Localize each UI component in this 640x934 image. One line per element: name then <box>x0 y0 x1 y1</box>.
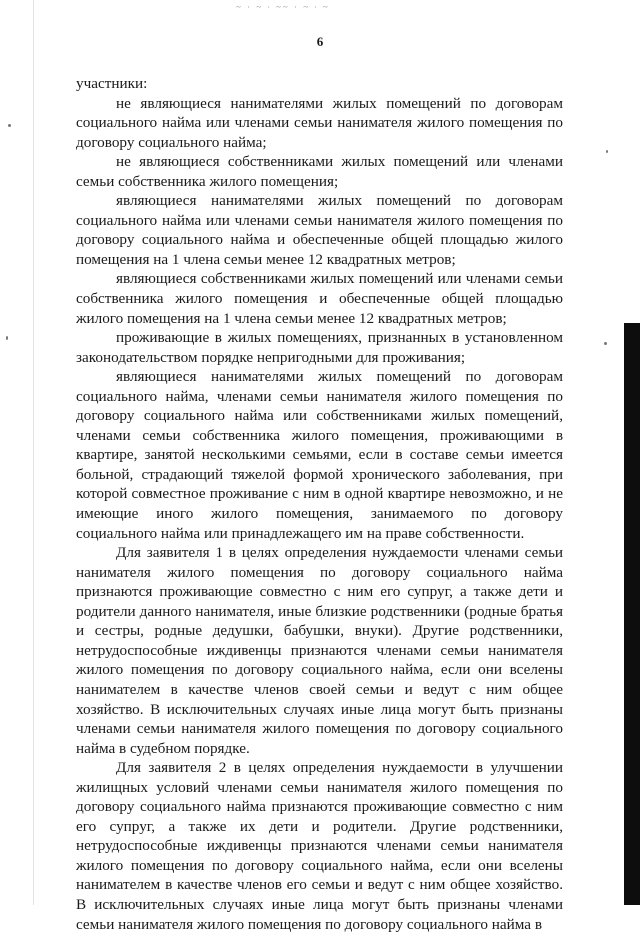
paragraph: Для заявителя 2 в целях определения нуждаемости в улучшении жилищных условий членами семьи нанимателя жилого помещения по договору социального найма признаются проживающие совместно с ним его супруг, а также их дети и родители. Другие родственники, нетрудоспособные иждивенцы признаются членами семьи нанимателя жилого помещения по договору социального найма, если они вселены нанимателем в качестве членов его семьи и ведут с ним общее хозяйство. В исключительных случаях иные лица могут быть признаны членами семьи нанимателя жилого помещения по договору социального найма в <box>76 759 563 933</box>
paragraph: являющиеся нанимателями жилых помещений по договорам социального найма, членами семьи нанимателя жилого помещения по договору социального найма или собственниками жилых помещений, членами семьи собственника жилого помещения, проживающими в квартире, занятой несколькими семьями, если в составе семьи имеется больной, страдающий тяжелой формой хронического заболевания, при которой совместное проживание с ним в одной квартире невозможно, и не имеющие иного жилого помещения, занимаемого по договору социального найма или принадлежащего им на праве собственности. <box>76 368 563 542</box>
paragraph: не являющиеся нанимателями жилых помещений по договорам социального найма или членами семьи нанимателя жилого помещения по договору социального найма; <box>76 94 563 151</box>
scan-speck <box>6 336 8 340</box>
scan-edge-shadow <box>624 323 640 905</box>
paragraph: являющиеся нанимателями жилых помещений по договорам социального найма или членами семьи нанимателя жилого помещения по договору социального найма и обеспеченные общей площадью жилого помещения на 1 члена семьи менее 12 квадратных метров; <box>76 192 563 268</box>
paragraph: являющиеся собственниками жилых помещений или членами семьи собственника жилого помещения и обеспеченные общей площадью жилого помещения на 1 члена семьи менее 12 квадратных метров; <box>76 270 563 327</box>
scan-speck <box>604 342 607 345</box>
paragraph: не являющиеся собственниками жилых помещений или членами семьи собственника жилого помещения; <box>76 153 563 190</box>
scan-margin-line <box>33 0 34 905</box>
scan-speck <box>606 150 608 153</box>
paragraph: Для заявителя 1 в целях определения нуждаемости членами семьи нанимателя жилого помещения по договору социального найма признаются проживающие совместно с ним его супруг, а также дети и родители данного нанимателя, иные близкие родственники (родные братья и сестры, родные дедушки, бабушки, внуки). Другие родственники, нетрудоспособные иждивенцы признаются членами семьи нанимателя жилого помещения по договору социального найма, если они вселены нанимателем в качестве членов своей семьи и ведут с ним общее хозяйство. В исключительных случаях иные лица могут быть признаны членами семьи нанимателя жилого помещения по договору социального найма в судебном порядке. <box>76 544 563 757</box>
document-body <box>76 74 563 934</box>
page-number: 6 <box>316 34 324 49</box>
paragraph: участники: <box>76 75 148 92</box>
scan-speck <box>8 124 11 127</box>
scan-artifact-top: ~ · ~ ∙ ~~ · ~ ∙ ~ <box>236 2 330 12</box>
paragraph: проживающие в жилых помещениях, признанных в установленном законодательством порядке непригодными для проживания; <box>76 329 563 366</box>
